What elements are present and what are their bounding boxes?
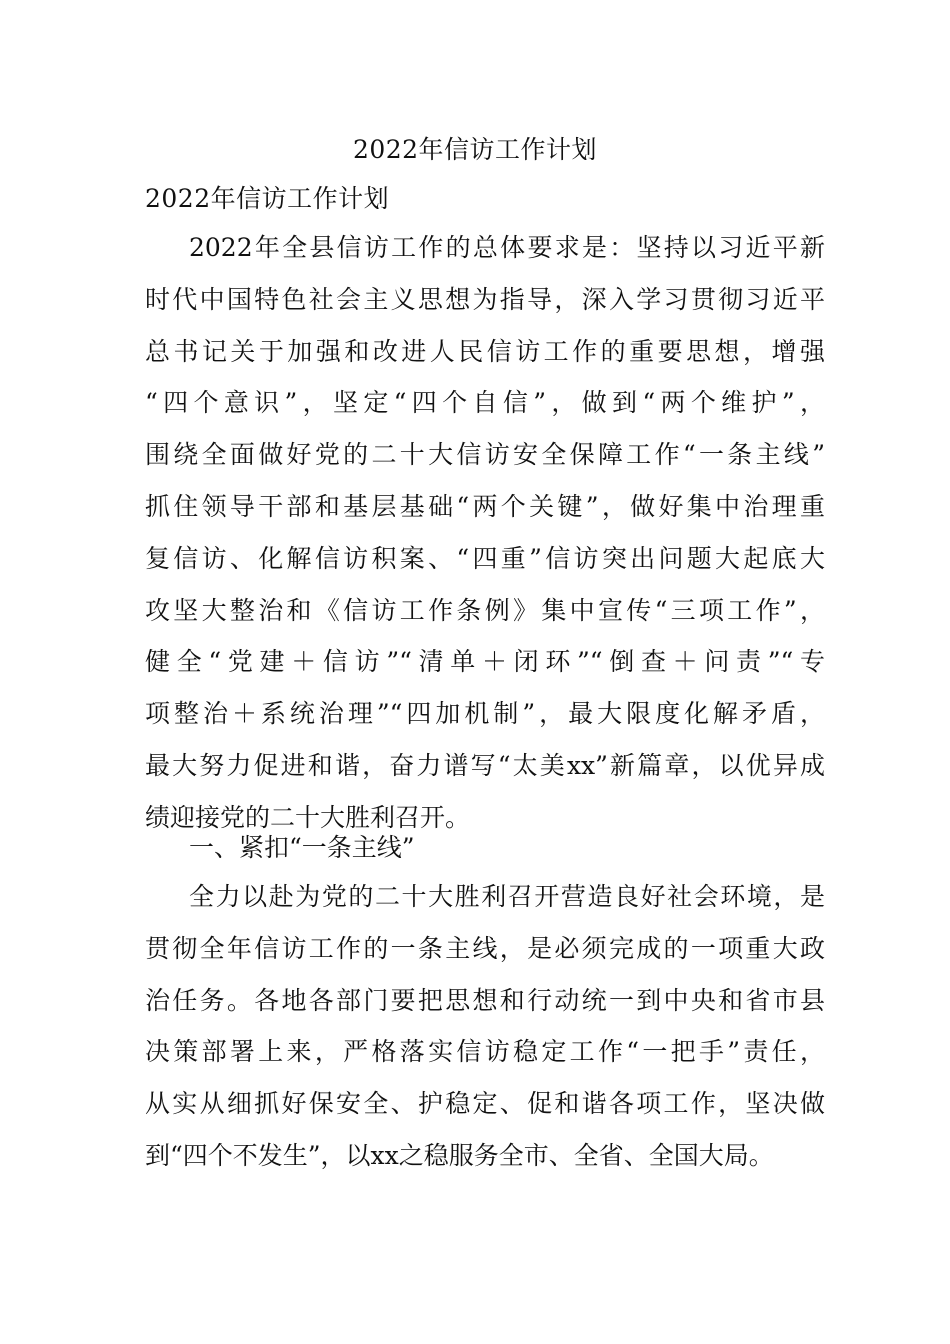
paragraph-line: 全力以赴为党的二十大胜利召开营造良好社会环境，是 — [189, 882, 825, 911]
paragraph-line: “四个意识”，坚定“四个自信”，做到“两个维护”， — [145, 388, 825, 418]
paragraph-line: 攻坚大整治和《信访工作条例》集中宣传“三项工作”， — [145, 595, 825, 625]
paragraph-line: 抓住领导干部和基层基础“两个关键”，做好集中治理重 — [145, 491, 825, 521]
paragraph-line: 贯彻全年信访工作的一条主线，是必须完成的一项重大政 — [145, 933, 825, 963]
paragraph-2 — [145, 871, 825, 1182]
paragraph-line: 时代中国特色社会主义思想为指导，深入学习贯彻习近平 — [145, 284, 825, 314]
document-title: 2022年信访工作计划 — [352, 135, 598, 164]
paragraph-line: 决策部署上来，严格落实信访稳定工作“一把手”责任， — [145, 1037, 825, 1067]
paragraph-line: 健全“党建＋信访”“清单＋闭环”“倒查＋问责”“专 — [145, 647, 825, 677]
paragraph-line: 围绕全面做好党的二十大信访安全保障工作“一条主线” — [145, 440, 825, 470]
paragraph-line: 治任务。各地各部门要把思想和行动统一到中央和省市县 — [145, 985, 825, 1015]
section-heading: 一、紧扣“一条主线” — [189, 833, 415, 862]
paragraph-line: 从实从细抓好保安全、护稳定、促和谐各项工作，坚决做 — [145, 1089, 825, 1119]
paragraph-line: 总书记关于加强和改进人民信访工作的重要思想，增强 — [145, 336, 825, 366]
paragraph-1 — [145, 222, 825, 844]
paragraph-line: 2022年全县信访工作的总体要求是：坚持以习近平新 — [189, 233, 825, 262]
paragraph-line: 项整治＋系统治理”“四加机制”，最大限度化解矛盾， — [145, 699, 825, 729]
paragraph-line: 绩迎接党的二十大胜利召开。 — [145, 802, 471, 832]
document-subtitle: 2022年信访工作计划 — [145, 184, 390, 213]
paragraph-line: 复信访、化解信访积案、“四重”信访突出问题大起底大 — [145, 543, 825, 573]
paragraph-line: 到“四个不发生”，以xx之稳服务全市、全省、全国大局。 — [145, 1140, 774, 1170]
paragraph-line: 最大努力促进和谐，奋力谱写“太美xx”新篇章，以优异成 — [145, 750, 825, 780]
